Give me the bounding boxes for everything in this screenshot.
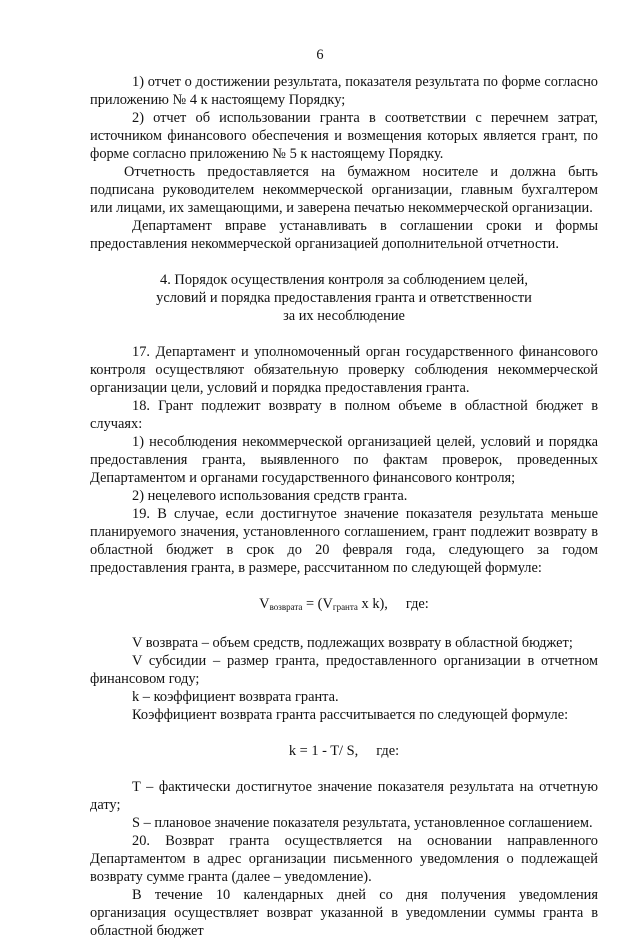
definition-v-subsidy: V субсидии – размер гранта, предоставленного организации в отчетном финансовом году; (90, 653, 598, 687)
section-4-heading-line-3: за их несоблюдение (283, 308, 405, 324)
formula-return-volume (90, 595, 598, 616)
definition-k: k – коэффициент возврата гранта. (132, 689, 339, 705)
document-body (90, 73, 598, 940)
clause-17: 17. Департамент и уполномоченный орган государственного финансового контроля осуществляют обязательную проверку соблюдения некоммерческой организации цели, условий и порядка предоставления гранта. (90, 344, 598, 396)
formula-k-expr: k = 1 - T/ S, (288, 743, 359, 759)
formula-sub-grant: гранта (332, 602, 358, 612)
return-term-paragraph: В течение 10 календарных дней со дня получения уведомления организация осуществляет возврат указанной в уведомлении суммы гранта в областной бюджет (90, 887, 598, 939)
section-4-heading-line-2: условий и порядка предоставления гранта и ответственности (156, 290, 532, 306)
section-4-heading-line-1: 4. Порядок осуществления контроля за соблюдением целей, (160, 272, 528, 288)
department-paragraph: Департамент вправе устанавливать в соглашении сроки и формы предоставления некоммерческой организацией дополнительной отчетности. (90, 218, 598, 252)
formula-coefficient (90, 742, 598, 760)
clause-20: 20. Возврат гранта осуществляется на основании направленного Департаментом в адрес организации письменного уведомления о подлежащей возврату сумме гранта (далее – уведомление). (90, 833, 598, 885)
formula-sub-return: возврата (269, 602, 303, 612)
clause-18-item-1: 1) несоблюдения некоммерческой организацией целей, условий и порядка предоставления гранта, выявленного по фактам проверок, проведенных Департаментом и органами государственного финансового контроля; (90, 434, 598, 486)
clause-19: 19. В случае, если достигнутое значение показателя результата меньше планируемого значения, установленного соглашением, грант подлежит возврату в областной бюджет в срок до 20 февраля года, следующего за годом предоставления гранта, в размере, рассчитанном по следующей формуле: (90, 506, 598, 576)
formula-v: V (259, 596, 270, 612)
definition-v-return: V возврата – объем средств, подлежащих возврату в областной бюджет; (132, 635, 573, 651)
formula-rest: x k), (357, 596, 388, 612)
definition-s: S – плановое значение показателя результата, установленное соглашением. (132, 815, 593, 831)
formula-where: где: (405, 596, 429, 612)
formula-k-where: где: (376, 743, 400, 759)
reporting-paragraph: Отчетность предоставляется на бумажном носителе и должна быть подписана руководителем некоммерческой организации, главным бухгалтером или лицами, их замещающими, и заверена печатью некоммерческой организации. (90, 164, 598, 216)
page-number: 6 (316, 47, 324, 63)
report-item-2: 2) отчет об использовании гранта в соответствии с перечнем затрат, источником финансового обеспечения и возмещения которых является грант, по форме согласно приложению № 5 к настоящему Порядку. (90, 110, 598, 162)
definition-t: T – фактически достигнутое значение показателя результата на отчетную дату; (90, 779, 598, 813)
report-item-1: 1) отчет о достижении результата, показателя результата по форме согласно приложению № 4 к настоящему Порядку; (90, 74, 598, 108)
formula-eq: = (V (302, 596, 333, 612)
clause-18-item-2: 2) нецелевого использования средств гранта. (132, 488, 408, 504)
clause-18: 18. Грант подлежит возврату в полном объеме в областной бюджет в случаях: (90, 398, 598, 432)
coefficient-intro: Коэффициент возврата гранта рассчитывается по следующей формуле: (132, 707, 569, 723)
